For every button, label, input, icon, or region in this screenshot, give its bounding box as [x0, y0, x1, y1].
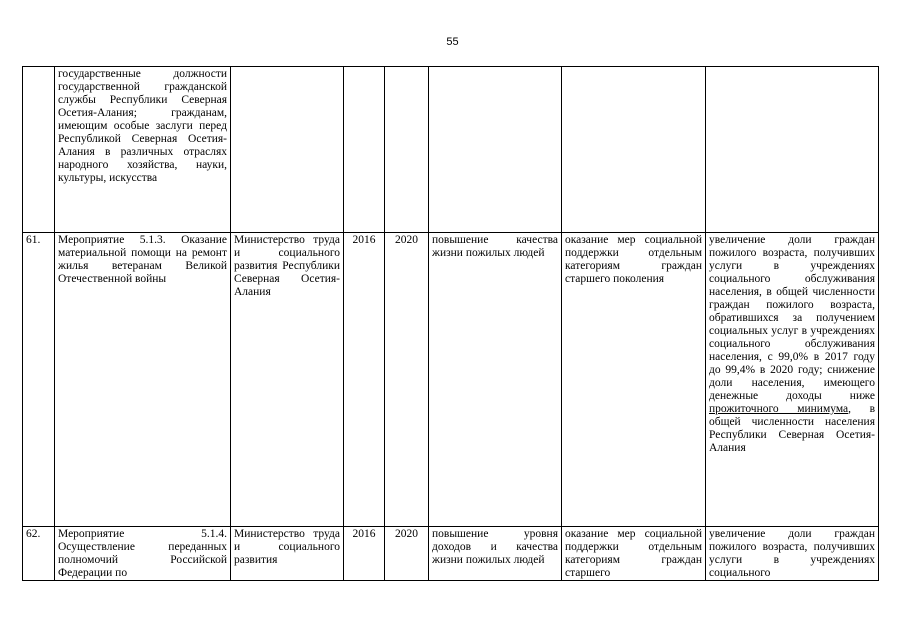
row-number-cell: 62. — [23, 527, 55, 581]
event-cell: Мероприятие 5.1.3. Оказание материальной помощи на ремонт жилья ветеранам Великой Отечественной войны — [55, 233, 231, 527]
start-year-cell: 2016 — [344, 233, 385, 527]
indicator-cell — [706, 67, 879, 233]
table-row — [23, 527, 879, 581]
row-number-cell: 61. — [23, 233, 55, 527]
table-row — [23, 67, 879, 233]
program-activities-table — [22, 66, 879, 581]
start-year-cell — [344, 67, 385, 233]
executor-cell — [231, 67, 344, 233]
measures-cell: оказание мер социальной поддержки отдельным категориям граждан старшего — [562, 527, 706, 581]
event-cell: Мероприятие 5.1.4. Осуществление переданных полномочий Российской Федерации по — [55, 527, 231, 581]
event-cell: государственные должности государственной гражданской службы Республики Северная Осетия-Алания; гражданам, имеющим особые заслуги перед Республикой Северная Осетия-Алания в различных отраслях народного хозяйства, науки, культуры, искусства — [55, 67, 231, 233]
end-year-cell: 2020 — [385, 527, 429, 581]
indicator-text: увеличение доли граждан пожилого возраста, получивших услуги в учреждениях социального обслуживания населения, в общей численности граждан пожилого возраста, обратившихся за получением социальных услуг в учреждениях социального обслуживания населения, с 99,0% в 2017 году до 99,4% в 2020 году; снижение доли населения, имеющего денежные доходы ниже — [709, 234, 875, 402]
indicator-cell — [706, 233, 879, 527]
subsistence-minimum-link[interactable]: прожиточного минимума — [709, 403, 849, 415]
end-year-cell — [385, 67, 429, 233]
table-row — [23, 233, 879, 527]
executor-cell: Министерство труда и социального развития — [231, 527, 344, 581]
page-number: 55 — [446, 36, 459, 48]
expected-result-cell: повышение качества жизни пожилых людей — [429, 233, 562, 527]
start-year-cell: 2016 — [344, 527, 385, 581]
end-year-cell: 2020 — [385, 233, 429, 527]
row-number-cell — [23, 67, 55, 233]
expected-result-cell: повышение уровня доходов и качества жизни пожилых людей — [429, 527, 562, 581]
expected-result-cell — [429, 67, 562, 233]
measures-cell: оказание мер социальной поддержки отдельным категориям граждан старшего поколения — [562, 233, 706, 527]
indicator-cell: увеличение доли граждан пожилого возраста, получивших услуги в учреждениях социального — [706, 527, 879, 581]
indicator-text-end: , в общей численности населения Республики Северная Осетия-Алания — [709, 403, 875, 454]
executor-cell: Министерство труда и социального развития Республики Северная Осетия-Алания — [231, 233, 344, 527]
measures-cell — [562, 67, 706, 233]
